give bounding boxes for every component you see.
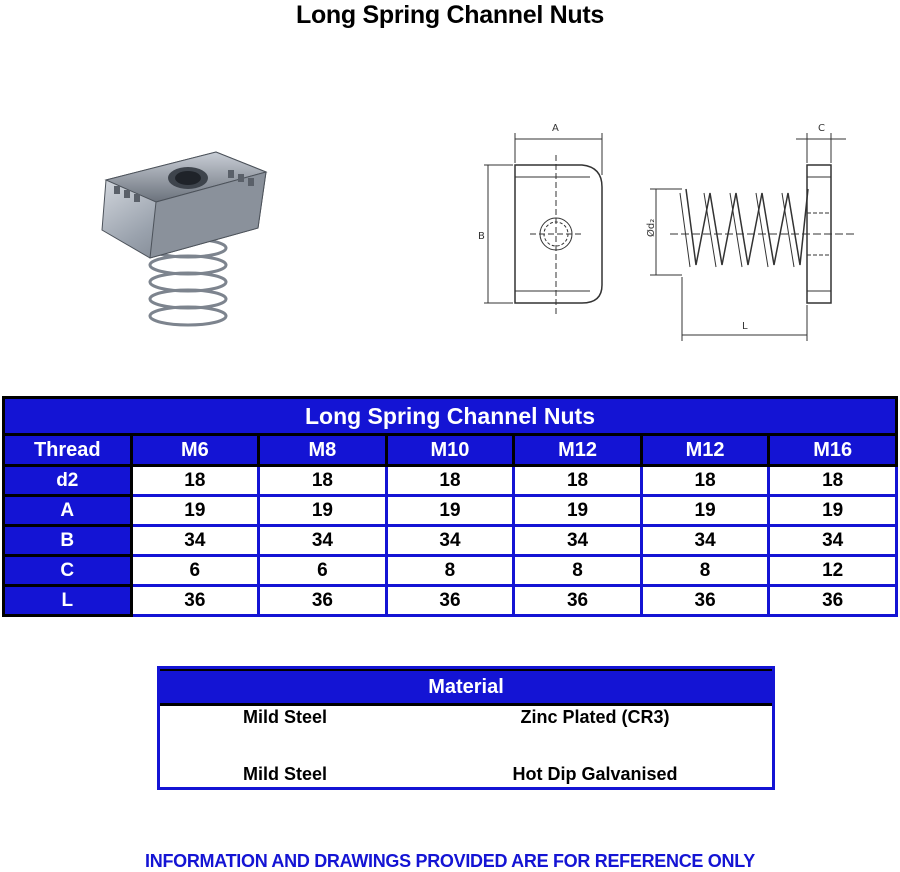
table-cell: 8	[514, 556, 642, 586]
table-cell: 34	[259, 526, 387, 556]
table-cell: 6	[131, 556, 259, 586]
material-name: Mild Steel	[242, 764, 327, 784]
header-cell: Thread	[4, 435, 132, 466]
product-photo	[88, 140, 288, 340]
table-cell: 12	[769, 556, 897, 586]
table-cell: 19	[769, 496, 897, 526]
table-cell: 36	[514, 586, 642, 616]
material-box	[157, 666, 775, 790]
header-cell: M12	[514, 435, 642, 466]
table-cell: 8	[641, 556, 769, 586]
table-cell: 34	[131, 526, 259, 556]
header-cell: M10	[386, 435, 514, 466]
row-label: C	[4, 556, 132, 586]
table-cell: 18	[386, 466, 514, 496]
table-cell: 18	[641, 466, 769, 496]
table-cell: 34	[514, 526, 642, 556]
table-row	[4, 586, 897, 616]
table-cell: 18	[259, 466, 387, 496]
table-cell: 19	[131, 496, 259, 526]
table-cell: 19	[514, 496, 642, 526]
dim-label-a: A	[552, 123, 559, 134]
table-row	[4, 466, 897, 496]
dim-label-l: L	[742, 321, 748, 332]
row-label: A	[4, 496, 132, 526]
dim-label-c: C	[818, 123, 825, 134]
table-cell: 36	[259, 586, 387, 616]
dim-label-b: B	[478, 231, 485, 242]
spec-table	[2, 396, 898, 617]
row-label: B	[4, 526, 132, 556]
table-row	[4, 526, 897, 556]
spec-table-header-row	[4, 435, 897, 466]
table-cell: 34	[386, 526, 514, 556]
table-cell: 8	[386, 556, 514, 586]
dim-label-d2: Ød₂	[646, 218, 657, 237]
header-cell: M8	[259, 435, 387, 466]
header-cell: M6	[131, 435, 259, 466]
table-cell: 19	[641, 496, 769, 526]
table-cell: 18	[769, 466, 897, 496]
row-label: d2	[4, 466, 132, 496]
table-cell: 19	[259, 496, 387, 526]
disclaimer-note: INFORMATION AND DRAWINGS PROVIDED ARE FOR REFERENCE ONLY	[145, 851, 755, 871]
table-row	[4, 496, 897, 526]
table-cell: 36	[769, 586, 897, 616]
table-cell: 34	[769, 526, 897, 556]
spec-table-caption: Long Spring Channel Nuts	[4, 398, 897, 435]
table-cell: 6	[259, 556, 387, 586]
table-row	[4, 556, 897, 586]
table-cell: 36	[641, 586, 769, 616]
page-title: Long Spring Channel Nuts	[295, 1, 605, 29]
row-label: L	[4, 586, 132, 616]
table-cell: 18	[131, 466, 259, 496]
table-cell: 36	[131, 586, 259, 616]
material-finish: Hot Dip Galvanised	[512, 764, 678, 784]
header-cell: M12	[641, 435, 769, 466]
technical-drawing	[470, 115, 870, 355]
table-cell: 34	[641, 526, 769, 556]
material-header: Material	[160, 669, 772, 706]
table-cell: 18	[514, 466, 642, 496]
material-finish: Zinc Plated (CR3)	[520, 707, 670, 727]
table-cell: 19	[386, 496, 514, 526]
material-name: Mild Steel	[242, 707, 327, 727]
header-cell: M16	[769, 435, 897, 466]
table-cell: 36	[386, 586, 514, 616]
